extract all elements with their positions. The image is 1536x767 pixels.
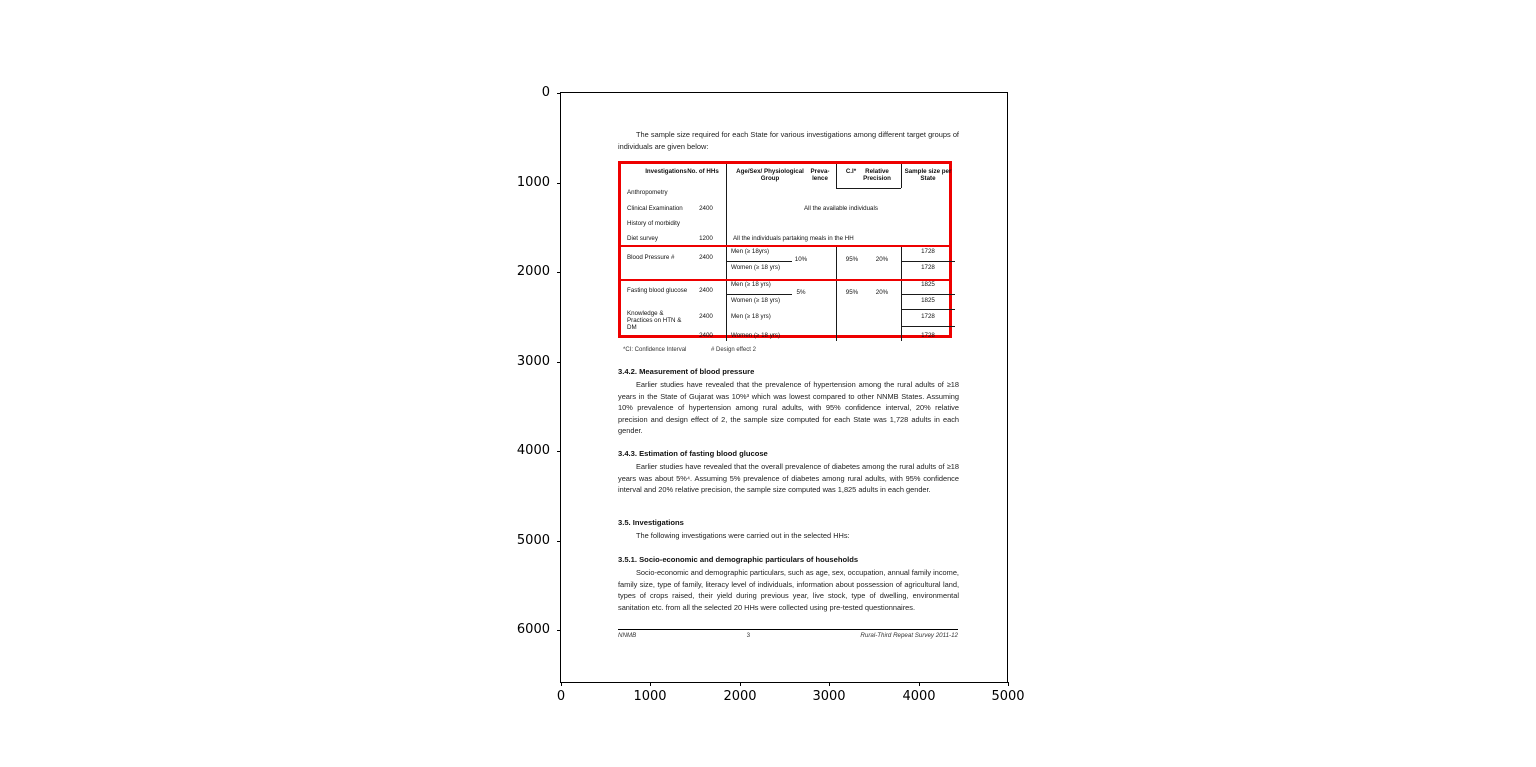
glucose-sample-women: 1825 [921, 297, 935, 304]
x-tick-mark [919, 682, 920, 686]
table-vline [726, 164, 727, 341]
table-hline [726, 294, 792, 295]
knowledge-sample-men: 1728 [921, 313, 935, 320]
x-axis-tick-label: 0 [556, 689, 566, 704]
bp-sample-women: 1728 [921, 264, 935, 271]
col-header-prevalence: Preva- lence [810, 168, 830, 183]
red-highlight-divider [621, 279, 949, 281]
col-header-sample: Sample size per State [904, 168, 952, 183]
bp-prevalence: 10% [794, 256, 808, 263]
table-hline [901, 326, 955, 327]
sample-size-table [618, 161, 952, 338]
table-hline [901, 309, 955, 310]
row-diet: Diet survey [627, 235, 658, 242]
bp-sample-men: 1728 [921, 248, 935, 255]
row-history: History of morbidity [627, 220, 680, 227]
knowledge-label: Knowledge & Practices on HTN & DM [627, 310, 682, 332]
glucose-prevalence: 5% [796, 289, 806, 296]
page-footer [618, 632, 958, 639]
glucose-label: Fasting blood glucose [627, 287, 688, 294]
footer-rule [618, 629, 958, 630]
bp-hhs: 2400 [699, 254, 713, 261]
x-tick-mark [829, 682, 830, 686]
x-axis-tick-label: 4000 [902, 689, 936, 704]
x-axis-tick-label: 1000 [633, 689, 667, 704]
footer-left: NNMB [618, 632, 637, 639]
diet-hhs: 1200 [699, 235, 713, 242]
knowledge-hhs-women: 2400 [699, 332, 713, 339]
section-body-342: Earlier studies have revealed that the prevalence of hypertension among the rural adults of ≥18 years in the State of Gujarat was 10%³ which was lowest compared to other NNMB States. Assuming 10% prevalence of hypertension among rural adults, with 95% confidence interval, 20% relative precision and design effect of 2, the sample size computed for each State was 1,728 adults in each gender. [618, 380, 959, 436]
col-header-group: Age/Sex/ Physiological Group [736, 168, 804, 183]
glucose-precision: 20% [875, 289, 889, 296]
bp-precision: 20% [875, 256, 889, 263]
section-heading-343: 3.4.3. Estimation of fasting blood glucose [618, 449, 768, 458]
knowledge-sample-women: 1728 [921, 332, 935, 339]
table-vline [836, 164, 837, 188]
knowledge-men: Men (≥ 18 yrs) [731, 313, 771, 320]
bp-men: Men (≥ 18yrs) [731, 248, 770, 255]
section-body-343: Earlier studies have revealed that the overall prevalence of diabetes among the rural adults of ≥18 years was about 5%⁴. Assuming 5% prevalence of diabetes among rural adults, with 95% confidence interval and 20% relative precision, the sample size computed was 1,825 adults in each gender. [618, 462, 959, 495]
col-header-investigations: Investigations [645, 168, 687, 175]
section-heading-342: 3.4.2. Measurement of blood pressure [618, 367, 755, 376]
section-body-351: Socio-economic and demographic particulars, such as age, sex, occupation, annual family income, family size, type of family, literacy level of individuals, information about possession of agricultural land, types of crops raised, their yield during previous year, live stock, type of dwelling, environmental sanitation etc. from all the selected 20 HHs were collected using pre-tested questionnaires. [618, 568, 959, 612]
section-heading-351: 3.5.1. Socio-economic and demographic particulars of households [618, 555, 859, 564]
bp-women: Women (≥ 18 yrs) [731, 264, 781, 271]
col-header-ci: C.I* [845, 168, 857, 175]
table-vline [836, 245, 837, 341]
footer-right: Rural-Third Repeat Survey 2011-12 [860, 632, 958, 639]
x-axis-tick-label: 5000 [991, 689, 1025, 704]
col-header-hhs: No. of HHs [687, 168, 719, 175]
footnote-design-effect: # Design effect 2 [711, 347, 756, 353]
table-hline [901, 294, 955, 295]
table-hline [726, 261, 792, 262]
x-axis-tick-label: 2000 [723, 689, 757, 704]
glucose-men: Men (≥ 18 yrs) [731, 281, 771, 288]
footer-page-number: 3 [746, 632, 751, 639]
section-heading-35: 3.5. Investigations [618, 518, 684, 527]
knowledge-hhs-men: 2400 [699, 313, 713, 320]
note-partaking: All the individuals partaking meals in the HH [733, 235, 854, 242]
bp-label: Blood Pressure # [627, 254, 675, 261]
x-tick-mark [650, 682, 651, 686]
x-tick-mark [561, 682, 562, 686]
row-anthropometry: Anthropometry [627, 189, 668, 196]
glucose-women: Women (≥ 18 yrs) [731, 297, 781, 304]
x-tick-mark [740, 682, 741, 686]
table-hline [901, 261, 955, 262]
knowledge-women: Women (≥ 18 yrs) [731, 332, 781, 339]
red-highlight-divider [621, 245, 949, 247]
intro-paragraph: The sample size required for each State for various investigations among different target groups of individuals are given below: [618, 130, 959, 151]
clinical-hhs: 2400 [699, 205, 713, 212]
bp-ci: 95% [845, 256, 859, 263]
note-all-available: All the available individuals [804, 205, 878, 212]
x-tick-mark [1008, 682, 1009, 686]
glucose-sample-men: 1825 [921, 281, 935, 288]
x-axis-tick-label: 3000 [812, 689, 846, 704]
col-header-precision: Relative Precision [863, 168, 891, 183]
glucose-ci: 95% [845, 289, 859, 296]
glucose-hhs: 2400 [699, 287, 713, 294]
footnote-ci: *CI: Confidence Interval [623, 347, 687, 353]
section-body-35: The following investigations were carried out in the selected HHs: [636, 531, 850, 540]
table-hline [836, 188, 901, 189]
plot-area: 0 1000 2000 3000 4000 5000 6000 0 1000 2000 3000 4000 5000 The sample size required for each State for various investigations among different target groups of individuals are given below: Investigations No. of HHs Age/Sex/ Physiological Group Preva- lence C.I* Relative Precision Sample size per State Anthropometry Clinical Examination 2400 History of morbidity Diet survey 1200 All the available individuals All the individuals partaking meals in the HH Blood Pressure # 2400 Men (≥ 18yrs) Women (≥ 18 yrs) 10% 95% 20% 1728 1728 Fasting blood glucose 2400 Men (≥ 18 yrs) Women (≥ 18 yrs) 5% 95% 20% 1825 1825 Knowledge & Practices on HTN & DM 2400 2400 Men (≥ 18 yrs) Women (≥ 18 yrs) 1728 1728 *CI: Confidence Interval # Design effect 2 3.4.2. Measurement of blood pressure Earlier studies have revealed that the prevalence of hypertension among the rural adults of ≥18 years in the State of Gujarat was 10%³ which was lowest compared to other NNMB States. Assuming 10% prevalence of hypertension among rural adults, with 95% confidence interval, 20% relative precision and design effect of 2, the sample size computed for each State was 1,728 adults in each gender. 3.4.3. Estimation of fasting blood glucose Earlier studies have revealed that the overall prevalence of diabetes among the rural adults of ≥18 years was about 5%⁴. Assuming 5% prevalence of diabetes among rural adults, with 95% confidence interval and 20% relative precision, the sample size computed was 1,825 adults in each gender. 3.5. Investigations The following investigations were carried out in the selected HHs: 3.5.1. Socio-economic and demographic particulars of households Socio-economic and demographic particulars, such as age, sex, occupation, annual family income, family size, type of family, literacy level of individuals, information about possession of agricultural land, types of crops raised, their yield during previous year, live stock, type of dwelling, environmental sanitation etc. from all the selected 20 HHs were collected using pre-tested questionnaires. NNMB 3 Rural-Third Repeat Survey 2011-12 [516, 85, 1025, 704]
row-clinical: Clinical Examination [627, 205, 683, 212]
